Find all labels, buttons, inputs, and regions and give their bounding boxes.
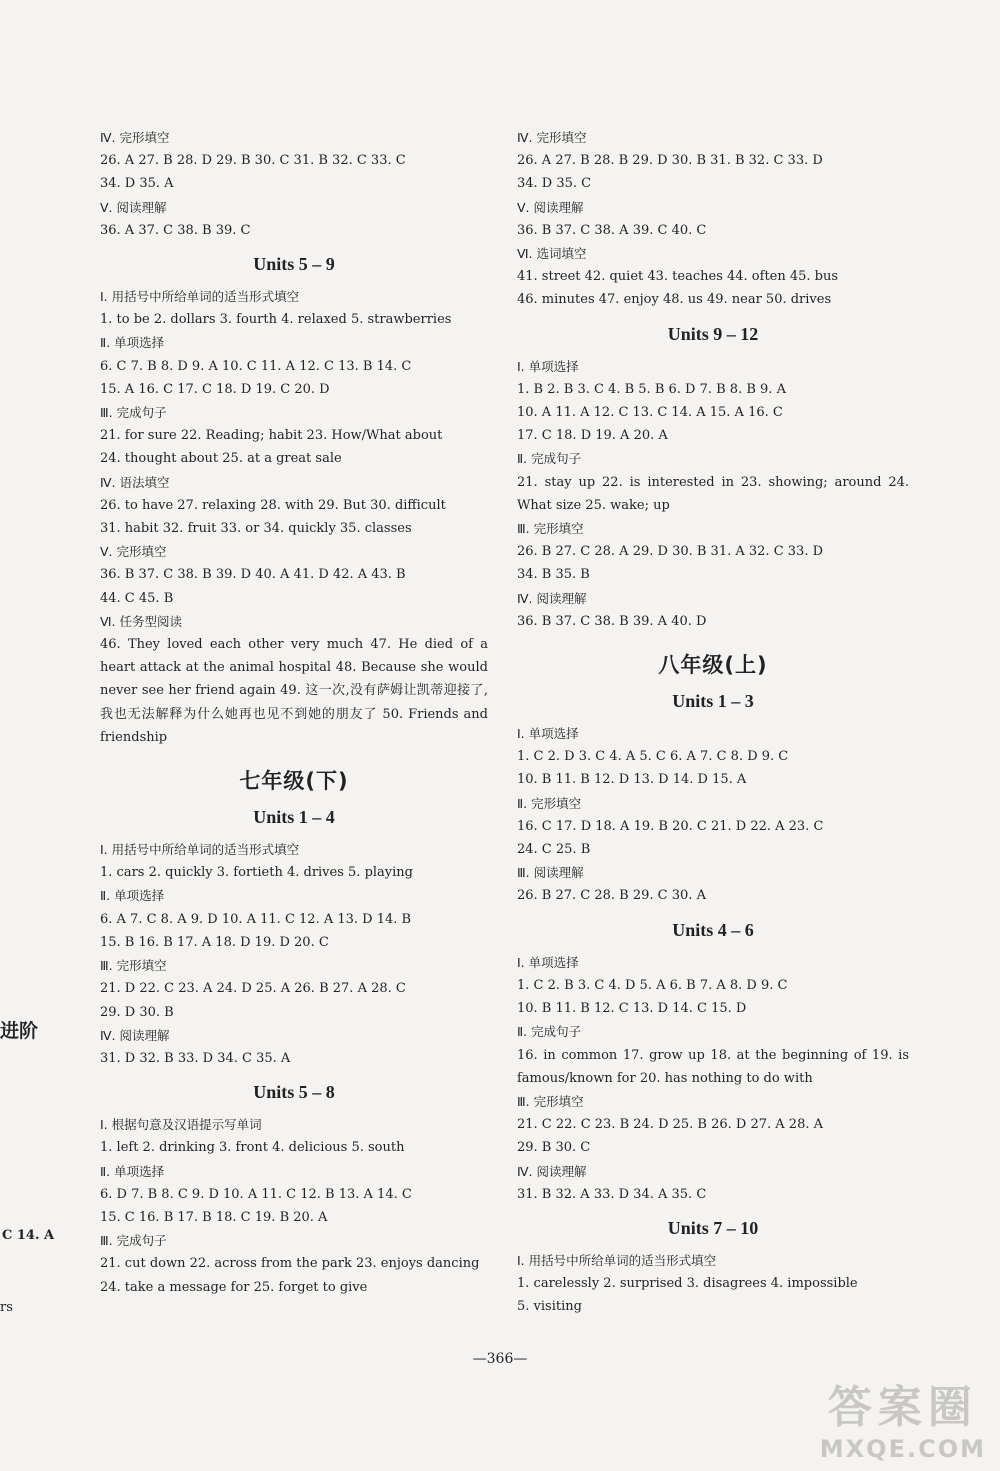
section-heading: Ⅳ. 语法填空 (100, 474, 170, 490)
section-heading: Ⅰ. 用括号中所给单词的适当形式填空 (100, 842, 300, 858)
answer-paragraph: 21. stay up 22. is interested in 23. showing; around 24. What size 25. wake; up (517, 474, 909, 513)
unit-heading: Units 4 – 6 (672, 919, 754, 940)
section-heading: Ⅵ. 任务型阅读 (100, 613, 182, 629)
section-heading: Ⅲ. 阅读理解 (517, 865, 584, 881)
answer-line: 36. A 37. C 38. B 39. C (100, 222, 251, 238)
grade-heading: 七年级(下) (239, 769, 349, 794)
answer-line: 10. B 11. B 12. D 13. D 14. D 15. A (517, 772, 747, 788)
section-heading: Ⅲ. 完形填空 (100, 958, 167, 974)
answer-line: 15. B 16. B 17. A 18. D 19. D 20. C (100, 934, 329, 950)
section-heading: Ⅲ. 完成句子 (100, 405, 167, 421)
left-column (100, 126, 488, 1299)
section-heading: Ⅲ. 完形填空 (517, 521, 584, 537)
answer-line: 24. take a message for 25. forget to give (100, 1279, 368, 1295)
watermark-logo: 答案圈 (827, 1382, 978, 1433)
section-heading: Ⅲ. 完成句子 (100, 1233, 167, 1249)
section-heading: Ⅴ. 完形填空 (100, 544, 167, 560)
section-heading: Ⅱ. 单项选择 (100, 888, 165, 904)
unit-heading: Units 5 – 8 (253, 1082, 335, 1103)
section-heading: Ⅰ. 根据句意及汉语提示写单词 (100, 1117, 262, 1133)
answer-line: 44. C 45. B (100, 590, 174, 606)
answer-line: 17. C 18. D 19. A 20. A (517, 428, 668, 444)
unit-heading: Units 9 – 12 (667, 323, 759, 344)
answer-line: 1. to be 2. dollars 3. fourth 4. relaxed 5. strawberries (100, 312, 452, 328)
watermark-site: MXQE.COM (819, 1435, 986, 1463)
answer-line: 26. B 27. C 28. A 29. D 30. B 31. A 32. C 33. D (517, 544, 824, 560)
section-heading: Ⅳ. 阅读理解 (100, 1027, 170, 1043)
unit-heading: Units 5 – 9 (253, 254, 335, 275)
answer-line: 5. visiting (517, 1299, 582, 1315)
answer-line: 24. thought about 25. at a great sale (100, 451, 342, 467)
unit-heading: Units 1 – 4 (253, 807, 335, 828)
answer-line: 29. B 30. C (517, 1140, 591, 1156)
answer-line: 6. A 7. C 8. A 9. D 10. A 11. C 12. A 13. D 14. B (100, 911, 412, 927)
page-number: —366— (472, 1351, 528, 1367)
margin-fragment: C 14. A (2, 1228, 55, 1243)
answer-line: 6. C 7. B 8. D 9. A 10. C 11. A 12. C 13. B 14. C (100, 358, 412, 374)
section-heading: Ⅳ. 阅读理解 (517, 590, 587, 606)
section-heading: Ⅰ. 用括号中所给单词的适当形式填空 (517, 1252, 717, 1268)
answer-line: 36. B 37. C 38. B 39. A 40. D (517, 613, 707, 629)
answer-line: 15. A 16. C 17. C 18. D 19. C 20. D (100, 381, 330, 397)
answer-line: 26. A 27. B 28. D 29. B 30. C 31. B 32. C 33. C (100, 153, 406, 169)
section-heading: Ⅴ. 阅读理解 (100, 199, 167, 215)
answer-line: 6. D 7. B 8. C 9. D 10. A 11. C 12. B 13. A 14. C (100, 1186, 412, 1202)
answer-line: 1. left 2. drinking 3. front 4. delicious 5. south (100, 1140, 405, 1156)
grade-heading: 八年级(上) (658, 653, 768, 678)
section-heading: Ⅱ. 完形填空 (517, 795, 582, 811)
margin-fragment: 进阶 (0, 1020, 39, 1042)
answer-line: 31. D 32. B 33. D 34. C 35. A (100, 1050, 291, 1066)
answer-line: 34. D 35. A (100, 176, 174, 192)
section-heading: Ⅳ. 完形填空 (517, 130, 587, 145)
unit-heading: Units 1 – 3 (672, 691, 754, 712)
watermark (820, 1371, 986, 1463)
section-heading: Ⅰ. 单项选择 (517, 726, 579, 742)
section-heading: Ⅴ. 阅读理解 (517, 199, 584, 215)
answer-line: 26. A 27. B 28. B 29. D 30. B 31. B 32. C 33. D (517, 153, 823, 169)
answer-line: 10. B 11. B 12. C 13. D 14. C 15. D (517, 1001, 747, 1017)
answer-line: 10. A 11. A 12. C 13. C 14. A 15. A 16. C (517, 405, 783, 421)
answer-line: 1. carelessly 2. surprised 3. disagrees 4. impossible (517, 1276, 858, 1292)
answer-line: 15. C 16. B 17. B 18. C 19. B 20. A (100, 1209, 328, 1225)
section-heading: Ⅱ. 完成句子 (517, 1024, 582, 1040)
right-column (517, 126, 909, 1319)
section-heading: Ⅰ. 单项选择 (517, 358, 579, 374)
answer-line: 21. D 22. C 23. A 24. D 25. A 26. B 27. A 28. C (100, 981, 406, 997)
answer-line: 21. C 22. C 23. B 24. D 25. B 26. D 27. A 28. A (517, 1117, 824, 1133)
answer-paragraph: 16. in common 17. grow up 18. at the beginning of 19. is famous/known for 20. has nothing to do with (517, 1047, 909, 1086)
section-heading: Ⅱ. 单项选择 (100, 335, 165, 351)
section-heading: Ⅰ. 用括号中所给单词的适当形式填空 (100, 289, 300, 305)
unit-heading: Units 7 – 10 (667, 1217, 759, 1238)
answer-line: 26. B 27. C 28. B 29. C 30. A (517, 888, 706, 904)
answer-line: 26. to have 27. relaxing 28. with 29. But 30. difficult (100, 497, 446, 513)
section-heading: Ⅱ. 完成句子 (517, 451, 582, 467)
answer-line: 36. B 37. C 38. B 39. D 40. A 41. D 42. A 43. B (100, 567, 406, 583)
margin-fragment: rs (0, 1300, 13, 1315)
answer-line: 21. cut down 22. across from the park 23. enjoys dancing (100, 1256, 480, 1272)
answer-line: 1. C 2. B 3. C 4. D 5. A 6. B 7. A 8. D 9. C (517, 977, 788, 993)
section-heading: Ⅰ. 单项选择 (517, 954, 579, 970)
answer-line: 31. habit 32. fruit 33. or 34. quickly 35. classes (100, 521, 412, 537)
answer-line: 34. B 35. B (517, 567, 590, 583)
answer-line: 1. cars 2. quickly 3. fortieth 4. drives 5. playing (100, 865, 413, 881)
section-heading: Ⅱ. 单项选择 (100, 1163, 165, 1179)
answer-paragraph: 46. They loved each other very much 47. He died of a heart attack at the animal hospital 48. Because she would never see her friend again 49. 这一次,没有萨姆让凯蒂迎接了,我也无法解释为什么她再也见不到她的朋友了 50. Friends and friendship (100, 637, 488, 745)
answer-line: 31. B 32. A 33. D 34. A 35. C (517, 1186, 707, 1202)
answer-line: 29. D 30. B (100, 1004, 174, 1020)
answer-line: 34. D 35. C (517, 176, 592, 192)
answer-line: 46. minutes 47. enjoy 48. us 49. near 50. drives (517, 292, 832, 308)
section-heading: Ⅳ. 阅读理解 (517, 1163, 587, 1179)
section-heading: Ⅵ. 选词填空 (517, 246, 587, 262)
answer-line: 24. C 25. B (517, 842, 591, 858)
section-heading: Ⅳ. 完形填空 (100, 130, 170, 145)
answer-line: 1. B 2. B 3. C 4. B 5. B 6. D 7. B 8. B 9. A (517, 381, 786, 397)
answer-line: 41. street 42. quiet 43. teaches 44. often 45. bus (517, 269, 839, 285)
answer-line: 16. C 17. D 18. A 19. B 20. C 21. D 22. A 23. C (517, 818, 824, 834)
answer-line: 36. B 37. C 38. A 39. C 40. C (517, 222, 707, 238)
answer-line: 21. for sure 22. Reading; habit 23. How/What about (100, 428, 443, 444)
section-heading: Ⅲ. 完形填空 (517, 1093, 584, 1109)
answer-line: 1. C 2. D 3. C 4. A 5. C 6. A 7. C 8. D 9. C (517, 749, 789, 765)
